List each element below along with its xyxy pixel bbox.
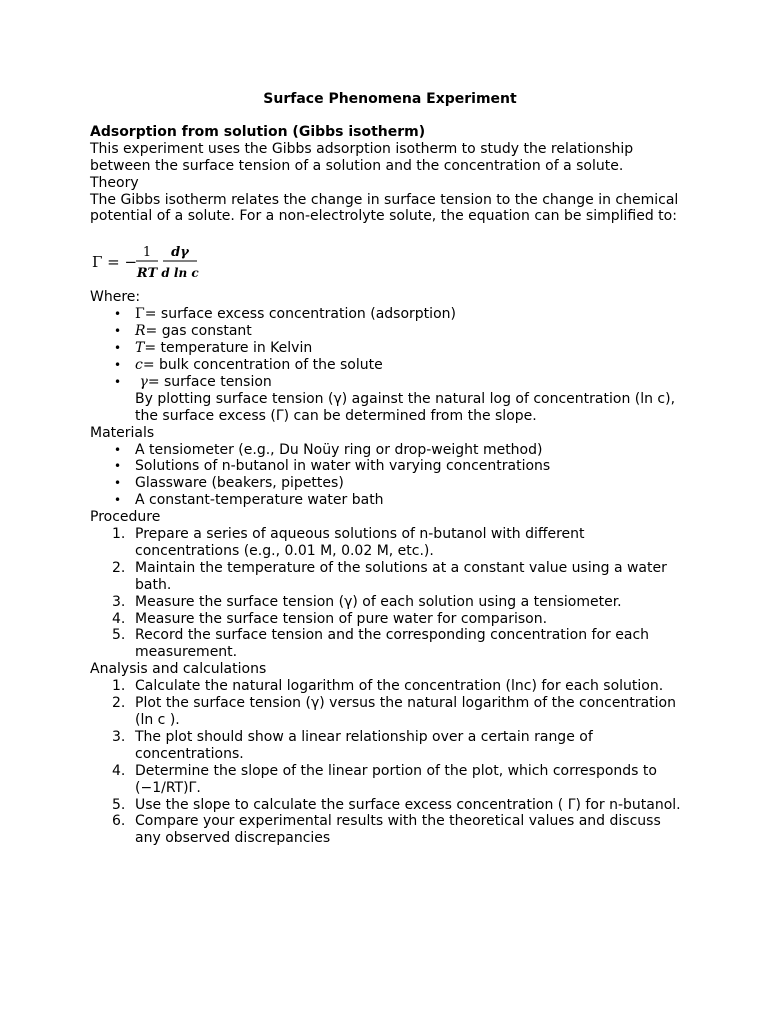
equation-lhs: Γ = − — [92, 253, 138, 272]
where-item: • Γ= surface excess concentration (adsorption) — [135, 306, 690, 323]
document-page — [90, 91, 690, 847]
procedure-heading: Procedure — [90, 509, 161, 526]
materials-heading: Materials — [90, 424, 155, 441]
symbol-gamma: γ — [139, 373, 148, 390]
where-item: • γ= surface tension — [135, 374, 690, 391]
gibbs-equation-figure — [90, 241, 210, 283]
theory-heading: Theory — [90, 174, 139, 191]
equation-num1: 1 — [142, 245, 152, 261]
procedure-list — [90, 526, 690, 661]
list-item: 3. The plot should show a linear relationship over a certain range of concentrations. — [112, 728, 593, 762]
list-item: 1. Prepare a series of aqueous solutions of n-butanol with different concentrations (e.g., 0.01 M, 0.02 M, etc.). — [112, 526, 585, 559]
intro-paragraph: This experiment uses the Gibbs adsorption isotherm to study the relationship between the surface tension of a solution and the concentration of a solute. — [90, 140, 634, 174]
where-list — [90, 306, 690, 391]
symbol-c: c — [135, 356, 143, 373]
equation-den2: d ln c — [161, 266, 199, 281]
symbol-gamma-capital: Γ — [135, 306, 145, 323]
list-item: 3. Measure the surface tension (γ) of each solution using a tensiometer. — [112, 593, 622, 610]
theory-paragraph: The Gibbs isotherm relates the change in surface tension to the change in chemical potential of a solute. For a non-electrolyte solute, the equation can be simplified to: — [90, 191, 679, 225]
list-item: • A tensiometer (e.g., Du Noüy ring or drop-weight method) — [135, 442, 690, 459]
list-item: 4. Measure the surface tension of pure water for comparison. — [112, 610, 548, 627]
list-item: 5. Record the surface tension and the corresponding concentration for each measurement. — [112, 627, 650, 661]
list-item: • Glassware (beakers, pipettes) — [135, 475, 690, 492]
symbol-r: R — [135, 323, 146, 340]
where-item: • c= bulk concentration of the solute — [135, 357, 690, 374]
where-note: By plotting surface tension (γ) against the natural log of concentration (ln c), the surface excess (Γ) can be determined from the slope. — [135, 390, 676, 424]
gibbs-equation — [90, 241, 690, 283]
list-item: • Solutions of n-butanol in water with varying concentrations — [135, 458, 690, 475]
list-item: 2. Maintain the temperature of the solutions at a constant value using a water bath. — [112, 559, 667, 593]
list-item: 4. Determine the slope of the linear portion of the plot, which corresponds to (−1/RT)Γ. — [112, 762, 657, 796]
where-item: • R= gas constant — [135, 323, 690, 340]
materials-list — [90, 442, 690, 510]
document-title: Surface Phenomena Experiment — [263, 91, 517, 107]
where-label: Where: — [90, 289, 141, 306]
list-item: 1. Calculate the natural logarithm of the concentration (lnc) for each solution. — [112, 678, 664, 695]
list-item: • A constant-temperature water bath — [135, 492, 690, 509]
symbol-t: T — [135, 340, 145, 357]
equation-num2: dγ — [171, 245, 189, 261]
analysis-heading: Analysis and calculations — [90, 661, 267, 678]
where-item: • T= temperature in Kelvin — [135, 340, 690, 357]
list-item: 6. Compare your experimental results with the theoretical values and discuss any observed discrepancies — [112, 813, 661, 847]
list-item: 2. Plot the surface tension (γ) versus the natural logarithm of the concentration (ln c ). — [112, 695, 676, 728]
list-item: 5. Use the slope to calculate the surface excess concentration ( Γ) for n-butanol. — [112, 796, 681, 813]
analysis-list — [90, 678, 690, 847]
section-heading: Adsorption from solution (Gibbs isotherm) — [90, 123, 426, 140]
equation-den1: RT — [136, 266, 158, 282]
